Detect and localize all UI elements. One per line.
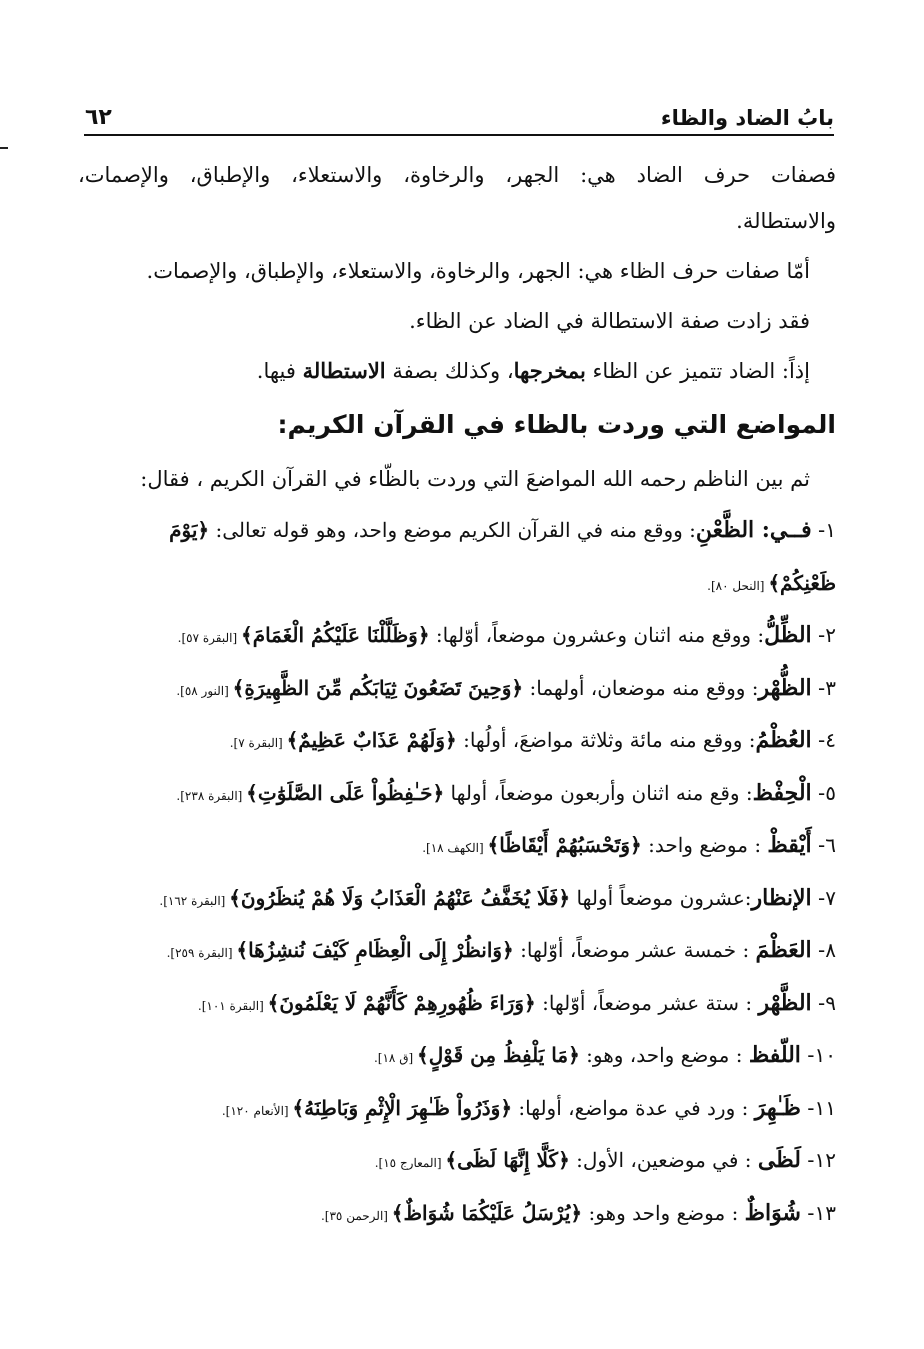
- intro-line-5-b: بمخرجها: [513, 358, 586, 383]
- item-ayah: ﴿يُرْسَلُ عَلَيْكُمَا شُوَاظٌ﴾: [391, 1200, 583, 1225]
- item-ref: [ق ١٨].: [373, 1051, 417, 1065]
- item-ayah: ﴿كَلَّا إِنَّهَا لَظَى﴾: [445, 1148, 570, 1172]
- item-ayah: ﴿وَحِينَ تَضَعُونَ ثِيَابَكُم مِّنَ الظَّهِيرَةِ﴾: [232, 675, 524, 700]
- item-number: ٦-: [811, 833, 836, 857]
- item-word: الظَّهْر: [758, 989, 812, 1016]
- item-text: : وقع منه اثنان وأربعون موضعاً، أولها: [444, 780, 753, 805]
- item-ref: [النحل ٨٠].: [707, 578, 769, 593]
- item-word: أَيْقظْ: [767, 832, 812, 858]
- list-item: [78, 714, 836, 767]
- item-number: ١-: [811, 518, 836, 542]
- item-ayah: ﴿وَذَرُواْ ظَـٰهِرَ الْإِثْمِ وَبَاطِنَهُ﴾: [292, 1095, 513, 1120]
- item-word: الظُّهْر: [758, 674, 812, 701]
- item-text: : ووقع منه في القرآن الكريم موضع واحد، وهو قوله تعالى:: [209, 518, 696, 542]
- item-ayah: ﴿وَرَاءَ ظُهُورِهِمْ كَأَنَّهُمْ لَا يَعْلَمُونَ﴾: [267, 990, 536, 1015]
- item-text: : ووقع منه مائة وثلاثة مواضعَ، أولُها:: [456, 728, 756, 752]
- page-number: ٦٢: [85, 105, 112, 130]
- list-item: [78, 1029, 836, 1082]
- item-ayah: ﴿وَتَحْسَبُهُمْ أَيْقَاظًا﴾: [487, 833, 642, 857]
- item-word: ظَـٰهِرَ: [754, 1094, 801, 1121]
- item-number: ٤-: [811, 728, 836, 752]
- list-item: [78, 1082, 836, 1135]
- intro-line-5: [78, 346, 836, 396]
- item-word: الإنظار: [751, 884, 812, 911]
- item-word: الْحِفْظ: [752, 779, 812, 806]
- scan-margin-mark: [0, 147, 8, 149]
- list-item: [78, 977, 836, 1030]
- item-word: الظِّلُّ: [764, 622, 812, 648]
- item-number: ١٠-: [800, 1043, 836, 1067]
- item-text: : موضع واحد، وهو:: [579, 1043, 749, 1067]
- intro-line-5-d: الاستطالة: [302, 358, 386, 383]
- item-ayah: ﴿وَلَهُمْ عَذَابٌ عَظِيمٌ﴾: [286, 728, 457, 752]
- item-ref: [البقرة ١٠١].: [197, 998, 268, 1013]
- item-word: العَظْمَ: [755, 937, 812, 963]
- item-text: : ووقع منه اثنان وعشرون موضعاً، أوّلها:: [429, 623, 765, 647]
- item-number: ٢-: [811, 623, 836, 647]
- intro-line-3: أمّا صفات حرف الظاء هي: الجهر، والرخاوة، والاستعلاء، والإطباق، والإصمات.: [146, 259, 810, 283]
- item-ref: [الأنعام ١٢٠].: [221, 1103, 293, 1118]
- item-number: ٣-: [811, 675, 836, 700]
- intro-line-4: فقد زادت صفة الاستطالة في الضاد عن الظاء.: [409, 309, 810, 333]
- item-ref: [البقرة ١٦٢].: [159, 893, 230, 908]
- page-header: [85, 96, 834, 130]
- item-word: اللّفظ: [748, 1042, 801, 1068]
- list-item: [78, 662, 836, 715]
- item-word: شُوَاظٌ: [744, 1199, 801, 1226]
- list-item: [78, 1134, 836, 1187]
- item-text: : موضع واحد:: [641, 833, 768, 857]
- item-number: ٨-: [811, 938, 836, 962]
- item-text: : ستة عشر موضعاً، أوّلها:: [535, 990, 759, 1015]
- intro-line-5-a: إذاً: الضاد تتميز عن الظاء: [585, 359, 810, 383]
- list-item: [78, 767, 836, 820]
- item-text: : في موضعين، الأول:: [569, 1148, 758, 1172]
- item-ref: [المعارج ١٥].: [374, 1156, 446, 1170]
- intro-line-5-e: فيها.: [256, 359, 303, 383]
- list-item: [78, 504, 836, 557]
- list-item: [78, 924, 836, 977]
- item-ayah: ﴿مَا يَلْفِظُ مِن قَوْلٍ﴾: [417, 1043, 580, 1067]
- list-item-continuation: [78, 557, 836, 610]
- item-number: ٥-: [811, 780, 836, 805]
- item-ref: [البقرة ٢٣٨].: [176, 788, 247, 803]
- lead-line: ثم بين الناظم رحمه الله المواضعَ التي وردت بالظّاء في القرآن الكريم ، فقال:: [140, 467, 810, 491]
- item-ayah: ظَعْنِكُمْ﴾: [768, 570, 836, 595]
- item-text: :عشرون موضعاً أولها: [570, 885, 752, 910]
- item-number: ١٢-: [800, 1148, 836, 1172]
- item-ref: [البقرة ٢٥٩].: [166, 946, 237, 960]
- item-text: : موضع واحد وهو:: [582, 1200, 745, 1225]
- item-ayah: ﴿يَوْمَ: [169, 518, 210, 542]
- item-ayah: ﴿وَانظُرْ إِلَى الْعِظَامِ كَيْفَ نُنشِزُهَا﴾: [236, 938, 514, 962]
- item-ref: [الرحمن ٣٥].: [320, 1208, 392, 1223]
- item-text: : ووقع منه موضعان، أولهما:: [523, 675, 759, 700]
- item-ref: [النور ٥٨].: [176, 683, 233, 698]
- list-item: [78, 609, 836, 662]
- item-ayah: ﴿وَظَلَّلْنَا عَلَيْكُمُ الْغَمَامَ﴾: [240, 623, 430, 647]
- item-text: : خمسة عشر موضعاً، أوّلها:: [513, 938, 756, 962]
- item-ref: [البقرة ٧].: [229, 736, 287, 750]
- chapter-title: بابُ الضاد والظاء: [660, 106, 834, 130]
- list-item: [78, 819, 836, 872]
- item-ref: [الكهف ١٨].: [422, 841, 488, 855]
- list-item: [78, 872, 836, 925]
- item-word: فــي: الظَّعْنِ: [695, 517, 812, 543]
- item-ayah: ﴿فَلَا يُخَفَّفُ عَنْهُمُ الْعَذَابُ وَلَا هُمْ يُنظَرُونَ﴾: [229, 885, 571, 910]
- item-text: : ورد في عدة مواضع، أولها:: [512, 1095, 755, 1120]
- item-number: ٧-: [811, 885, 836, 910]
- section-heading: المواضع التي وردت بالظاء في القرآن الكريم:: [277, 410, 836, 439]
- item-word: لَظَى: [757, 1147, 801, 1173]
- item-ayah: ﴿حَـٰفِظُواْ عَلَى الصَّلَوَٰتِ﴾: [246, 780, 445, 805]
- item-word: العُظْمُ: [755, 727, 812, 753]
- header-rule: [84, 134, 834, 136]
- item-number: ١٣-: [800, 1200, 836, 1225]
- intro-line-5-c: ، وكذلك بصفة: [385, 359, 514, 383]
- list-item: [78, 1187, 836, 1240]
- page-body: [78, 150, 836, 1239]
- intro-line-1: فصفات حرف الضاد هي: الجهر، والرخاوة، والاستعلاء، والإطباق، والإصمات،: [78, 163, 836, 187]
- item-ref: [البقرة ٥٧].: [177, 631, 241, 645]
- intro-line-2: والاستطالة.: [736, 209, 836, 233]
- item-number: ٩-: [811, 990, 836, 1015]
- item-number: ١١-: [800, 1095, 836, 1120]
